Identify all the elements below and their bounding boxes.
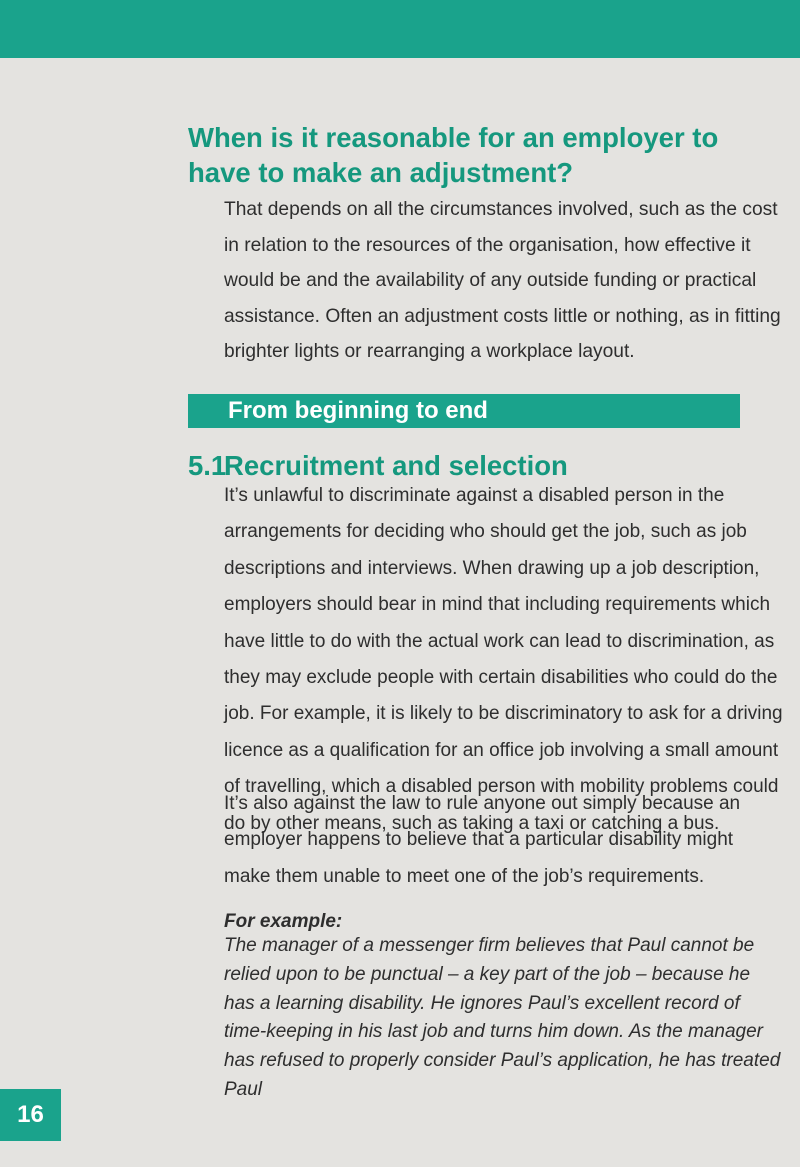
section-paragraph-2: It’s also against the law to rule anyone out simply because an employer happens to believe that a particular disability might make them unable to meet one of the job’s requirements. [224,793,741,887]
page-number-tab [0,1089,61,1141]
question-heading: When is it reasonable for an employer to have to make an adjustment? [188,122,719,188]
example-text: The manager of a messenger firm believes that Paul cannot be relied upon to be punctual – a key part of the job – because he has a learning disability. He ignores Paul’s excellent record of time-keeping in his last job and turns him down. As the manager has refused to properly consider Paul’s application, he has treated Paul [224,935,781,1100]
page-number: 16 [17,1101,44,1128]
example-label: For example: [224,911,343,932]
section-banner [188,394,740,428]
section-paragraph-1: It’s unlawful to discriminate against a disabled person in the arrangements for deciding who should get the job, such as job descriptions and interviews. When drawing up a job description, employers should bear in mind that including requirements which have little to do with the actual work can lead to discrimination, as they may exclude people with certain disabilities who could do the job. For example, it is likely to be discriminatory to ask for a driving licence as a qualification for an office job involving a small amount of travelling, which a disabled person with mobility problems could do by other means, such as taking a taxi or catching a bus. [224,485,783,834]
section-number: 5.1 [188,450,227,481]
intro-paragraph: That depends on all the circumstances involved, such as the cost in relation to the resources of the organisation, how effective it would be and the availability of any outside funding or practical assistance. Often an adjustment costs little or nothing, as in fitting brighter lights or rearranging a workplace layout. [224,199,781,362]
top-color-band [0,0,800,58]
banner-title: From beginning to end [228,397,488,424]
section-title: Recruitment and selection [224,450,568,481]
